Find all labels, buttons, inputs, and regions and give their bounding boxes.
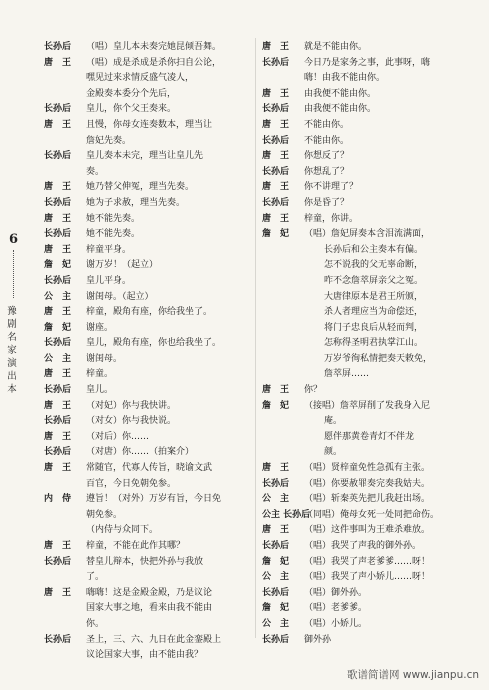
- speaker-name: 詹 妃: [262, 400, 290, 411]
- script-line: [44, 243, 249, 259]
- speaker-name: 长孙后: [44, 556, 72, 567]
- speaker-name: 唐 王: [44, 213, 72, 224]
- line-text: （内侍与众同下。: [86, 525, 159, 536]
- line-text: （唱）御外孙。: [304, 587, 368, 598]
- page-number: 6: [9, 232, 19, 247]
- line-text: 愿伴那黄卷青灯不伴龙: [324, 431, 415, 442]
- script-line: [262, 274, 472, 290]
- speaker-name: 公 主: [262, 494, 290, 505]
- line-text: 皇儿，殿角有座，你也给我坐了。: [86, 338, 222, 349]
- column-divider: [255, 38, 256, 638]
- speaker-name: 唐 王: [262, 213, 290, 224]
- script-line: [44, 258, 249, 274]
- script-line: [262, 477, 472, 493]
- line-text: 她不能先奏。: [86, 229, 141, 240]
- line-text: 皇儿。: [86, 385, 114, 396]
- script-line: [44, 180, 249, 196]
- script-line: [44, 227, 249, 243]
- line-text: 嘿见过来求情反盛气凌人，: [86, 73, 195, 84]
- script-line: [44, 430, 249, 446]
- script-line: [44, 648, 249, 664]
- line-text: （唱）詹妃屏奏本含泪流满面，: [304, 229, 431, 240]
- script-line: [262, 134, 472, 150]
- script-line: [44, 87, 249, 103]
- script-line: [44, 633, 249, 649]
- line-text: 庵。: [324, 416, 343, 427]
- speaker-name: 长孙后: [44, 338, 72, 349]
- script-line: [44, 414, 249, 430]
- line-text: 梓童，你讲。: [304, 213, 359, 224]
- speaker-name: 长孙后: [44, 416, 72, 427]
- script-line: [262, 414, 472, 430]
- line-text: 替皇儿辩本，快把外孙与我放: [86, 556, 204, 567]
- script-line: [262, 617, 472, 633]
- script-line: [44, 212, 249, 228]
- speaker-name: 詹 妃: [262, 603, 290, 614]
- script-line: [262, 445, 472, 461]
- script-line: [44, 102, 249, 118]
- script-line: [262, 399, 472, 415]
- script-line: [262, 243, 472, 259]
- script-line: [262, 40, 472, 56]
- speaker-name: 长孙后: [44, 104, 72, 115]
- script-line: [262, 570, 472, 586]
- script-line: [44, 274, 249, 290]
- script-line: [44, 40, 249, 56]
- speaker-name: 公 主: [44, 291, 72, 302]
- script-line: [262, 305, 472, 321]
- script-line: [262, 492, 472, 508]
- speaker-name: 长孙后: [44, 385, 72, 396]
- script-line: [262, 290, 472, 306]
- script-line: [262, 523, 472, 539]
- speaker-name: 长孙后: [262, 478, 290, 489]
- line-text: （唱）我哭了声小娇儿……呀！: [304, 572, 431, 583]
- script-line: [44, 383, 249, 399]
- line-text: 皇儿平身。: [86, 275, 132, 286]
- speaker-name: 长孙后: [44, 634, 72, 645]
- speaker-name: 唐 王: [262, 525, 290, 536]
- line-text: 怎不说我的父无辜命断，: [324, 260, 424, 271]
- speaker-name: 詹 妃: [262, 556, 290, 567]
- script-line: [262, 367, 472, 383]
- line-text: 御外孙: [304, 634, 332, 645]
- line-text: 圣上，三、六、九日在此金銮殿上: [86, 634, 222, 645]
- speaker-name: 唐 王: [44, 244, 72, 255]
- script-line: [44, 134, 249, 150]
- script-line: [44, 617, 249, 633]
- speaker-name: 长孙后: [262, 634, 290, 645]
- line-text: 皇儿奏本未完，理当让皇儿先: [86, 151, 204, 162]
- script-line: [262, 87, 472, 103]
- speaker-name: 长孙后: [262, 587, 290, 598]
- speaker-name: 唐 王: [262, 88, 290, 99]
- script-line: [262, 149, 472, 165]
- line-text: 皇儿，你个父王奏来。: [86, 104, 177, 115]
- script-line: [44, 305, 249, 321]
- line-text: 就是不能由你。: [304, 42, 368, 52]
- line-text: 你想乱了？: [304, 166, 350, 177]
- line-text: 由我便不能由你。: [304, 88, 377, 99]
- line-text: （唱）小娇儿。: [304, 618, 368, 629]
- script-line: [44, 352, 249, 368]
- line-text: （唱）贤梓童免性急孤有主张。: [304, 463, 431, 474]
- script-line: [44, 523, 249, 539]
- speaker-name: 长孙后: [262, 57, 290, 68]
- script-line: [262, 180, 472, 196]
- line-text: 你。: [86, 618, 105, 629]
- script-line: [262, 383, 472, 399]
- speaker-name: 长孙后: [262, 104, 290, 115]
- line-text: （唱）成是杀成是杀你扫自公论，: [86, 57, 222, 68]
- speaker-name: 唐 王: [44, 307, 72, 318]
- script-line: [262, 258, 472, 274]
- line-text: 谢闺母。: [86, 353, 123, 364]
- line-text: 颜。: [324, 447, 343, 458]
- line-text: 你想反了？: [304, 151, 350, 162]
- script-line: [44, 118, 249, 134]
- line-text: 大唐律原本是君王所颁，: [324, 291, 424, 302]
- script-line: [262, 56, 472, 72]
- script-line: [44, 555, 249, 571]
- line-text: 遵旨！（对外）万岁有旨，今日免: [86, 494, 222, 505]
- line-text: 金殿奏本委分个先后，: [86, 88, 177, 99]
- speaker-name: 詹 妃: [44, 260, 72, 271]
- line-text: 嗨嗨！这是金殿金殿，乃是议论: [86, 587, 213, 598]
- line-text: 百官，今日免朝免参。: [86, 478, 177, 489]
- line-text: 国家大事之地，看来由我不能由: [86, 603, 213, 614]
- line-text: 将门子忠良后从轻而判，: [324, 322, 424, 333]
- line-text: 怎称得圣明君执掌江山。: [324, 338, 424, 349]
- speaker-name: 公 主: [262, 572, 290, 583]
- line-text: 不能由你。: [304, 135, 350, 146]
- speaker-name: 唐 王: [44, 463, 72, 474]
- speaker-name: 唐 王: [262, 463, 290, 474]
- speaker-name: 唐 王: [262, 385, 290, 396]
- script-line: [262, 102, 472, 118]
- script-line: [44, 367, 249, 383]
- line-text: 你？: [304, 385, 323, 396]
- line-text: （唱）我哭了声老爹爹……呀！: [304, 556, 431, 567]
- speaker-name: 唐 王: [44, 369, 72, 380]
- script-line: [262, 212, 472, 228]
- speaker-name: 唐 王: [44, 57, 72, 68]
- script-line: [44, 56, 249, 72]
- line-text: （唱）这件事叫为王难杀难放。: [304, 525, 431, 536]
- line-text: （对妃）你与我快讲。: [86, 400, 177, 411]
- line-text: （同唱）俺母女死一处同把命伤。: [304, 509, 440, 520]
- line-text: 她不能先奏。: [86, 213, 141, 224]
- speaker-name: 唐 王: [262, 151, 290, 162]
- line-text: 了。: [86, 572, 105, 583]
- series-title: 豫剧名家演出本: [7, 306, 17, 395]
- script-line: [44, 492, 249, 508]
- line-text: 她为子求赦，理当先奏。: [86, 197, 186, 208]
- script-line: [262, 196, 472, 212]
- speaker-name: 唐 王: [44, 431, 72, 442]
- script-line: [44, 399, 249, 415]
- line-text: （对唐）你……（拍案介）: [86, 447, 195, 458]
- line-text: （唱）斩秦英先把儿我赶出场。: [304, 494, 431, 505]
- line-text: （唱）你要赦罪奏完奏我姑夫。: [304, 478, 431, 489]
- script-line: [44, 196, 249, 212]
- speaker-name: 唐 王: [44, 119, 72, 130]
- speaker-name: 长孙后: [44, 229, 72, 240]
- line-text: 常随官，代寡人传旨，晓谕文武: [86, 463, 213, 474]
- speaker-name: 长孙后: [44, 197, 72, 208]
- speaker-name: 唐 王: [44, 400, 72, 411]
- script-line: [262, 539, 472, 555]
- line-text: 你不讲理了？: [304, 182, 359, 193]
- speaker-name: 公 主: [44, 353, 72, 364]
- line-text: 她乃替父伸冤，理当先奏。: [86, 182, 195, 193]
- speaker-name: 长孙后: [262, 541, 290, 551]
- speaker-name: 唐 王: [44, 587, 72, 598]
- script-line: [44, 290, 249, 306]
- line-text: 今日乃是家务之事，此事呀，嗨: [304, 57, 431, 68]
- line-text: （接唱）詹萃屏削了发我身入尼: [304, 400, 431, 411]
- speaker-name: 长孙后: [44, 151, 72, 162]
- line-text: 奏。: [86, 166, 105, 177]
- script-line: [44, 508, 249, 524]
- line-text: 梓童。: [86, 369, 114, 380]
- line-text: 不能由你。: [304, 119, 350, 130]
- line-text: 谢座。: [86, 322, 114, 333]
- left-column: [44, 40, 249, 664]
- speaker-name: 长孙后: [44, 275, 72, 286]
- speaker-name: 长孙后: [262, 166, 290, 177]
- script-line: [262, 601, 472, 617]
- speaker-name: 公 主: [262, 618, 290, 629]
- line-text: 詹萃屏……: [324, 369, 370, 380]
- line-text: 嗨！由我不能由你。: [304, 73, 386, 84]
- script-line: [262, 586, 472, 602]
- line-text: 梓童，殿角有座，你给我坐了。: [86, 307, 213, 318]
- script-line: [44, 461, 249, 477]
- right-column: [262, 40, 472, 648]
- script-line: [262, 555, 472, 571]
- script-line: [44, 165, 249, 181]
- speaker-name: 唐 王: [44, 541, 72, 551]
- script-line: [44, 71, 249, 87]
- script-line: [44, 570, 249, 586]
- script-line: [44, 539, 249, 555]
- speaker-name: 唐 王: [262, 42, 290, 52]
- line-text: 梓童平身。: [86, 244, 132, 255]
- line-text: 且慢，你母女连奏数本，理当让: [86, 119, 213, 130]
- script-line: [262, 430, 472, 446]
- script-line: [44, 477, 249, 493]
- script-line: [262, 336, 472, 352]
- speaker-name: 内 侍: [44, 494, 72, 505]
- line-text: （对后）你……: [86, 431, 150, 442]
- script-line: [44, 336, 249, 352]
- line-text: 由我便不能由你。: [304, 104, 377, 115]
- dotted-rule: [13, 250, 14, 298]
- script-line: [262, 508, 472, 524]
- script-line: [262, 118, 472, 134]
- line-text: （唱）我哭了声我的御外孙。: [304, 541, 422, 551]
- script-line: [262, 165, 472, 181]
- speaker-name: 唐 王: [262, 119, 290, 130]
- line-text: 梓童，不能在此作其哪？: [86, 541, 186, 551]
- line-text: （唱）老爹爹。: [304, 603, 368, 614]
- line-text: 谢万岁！（起立）: [86, 260, 159, 271]
- script-line: [44, 586, 249, 602]
- speaker-name: 公主 长孙后: [262, 509, 311, 520]
- speaker-name: 詹 妃: [262, 229, 290, 240]
- speaker-name: 长孙后: [262, 197, 290, 208]
- script-line: [262, 71, 472, 87]
- script-line: [262, 227, 472, 243]
- script-line: [262, 321, 472, 337]
- line-text: 杀人者理应当为命偿还，: [324, 307, 424, 318]
- line-text: 咋不念詹萃屏亲父之冤。: [324, 275, 424, 286]
- script-line: [262, 461, 472, 477]
- line-text: 万岁爷徇私情把奏天敕免，: [324, 353, 433, 364]
- line-text: 朝免参。: [86, 509, 123, 520]
- line-text: 长孙后和公主奏本有偏。: [324, 244, 424, 255]
- line-text: 议论国家大事，由不能由我？: [86, 650, 204, 661]
- line-text: 詹妃先奏。: [86, 135, 132, 146]
- line-text: 你是昏了？: [304, 197, 350, 208]
- speaker-name: 长孙后: [262, 135, 290, 146]
- script-line: [262, 633, 472, 649]
- script-line: [44, 445, 249, 461]
- speaker-name: 唐 王: [44, 182, 72, 193]
- speaker-name: 长孙后: [44, 42, 72, 52]
- watermark: 歌谱简谱网 www.jianpu.cn: [347, 669, 479, 681]
- script-line: [44, 149, 249, 165]
- line-text: （唱）皇儿本未奏完她昆倾吾舞。: [86, 42, 222, 52]
- script-line: [44, 321, 249, 337]
- speaker-name: 唐 王: [262, 182, 290, 193]
- line-text: （对女）你与我快说。: [86, 416, 177, 427]
- speaker-name: 詹 妃: [44, 322, 72, 333]
- script-line: [262, 352, 472, 368]
- line-text: 谢闺母。（起立）: [86, 291, 154, 302]
- speaker-name: 长孙后: [44, 447, 72, 458]
- script-line: [44, 601, 249, 617]
